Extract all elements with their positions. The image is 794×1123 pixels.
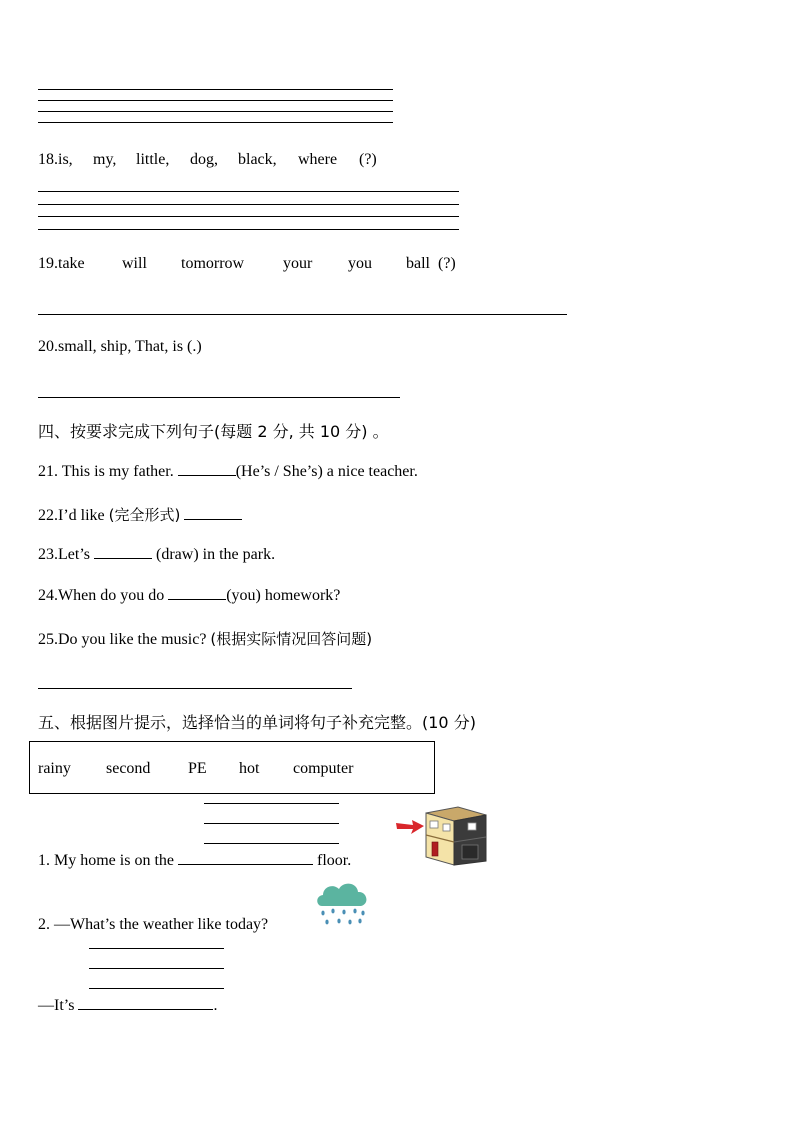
q18-word: dog, (190, 151, 218, 168)
question-20 (38, 338, 202, 356)
q23-text-after: (draw) in the park. (156, 546, 276, 563)
q19-word: ball (406, 255, 430, 272)
answer-line[interactable] (38, 216, 459, 217)
rain-cloud-icon (314, 880, 370, 930)
q23-number: 23. (38, 546, 58, 563)
q19-word: you (348, 255, 372, 272)
answer-line[interactable] (89, 968, 224, 969)
question-23 (38, 546, 275, 564)
answer-line[interactable] (38, 688, 352, 689)
question-22 (38, 504, 242, 525)
item1-answer-blank[interactable] (178, 864, 313, 865)
q18-word: (?) (359, 151, 377, 168)
q24-number: 24. (38, 587, 58, 604)
answer-line[interactable] (38, 314, 567, 315)
item1-text-before: 1. My home is on the (38, 852, 174, 869)
q21-number: 21 (38, 463, 54, 480)
q22-number: 22. (38, 507, 58, 524)
q23-text-before: Let’s (58, 546, 90, 563)
q24-text-before: When do you do (58, 587, 165, 604)
question-18 (38, 151, 73, 169)
q18-number: 18. (38, 151, 58, 168)
q19-word: tomorrow (181, 255, 245, 272)
question-24 (38, 587, 340, 605)
q25-text-before: Do you like the music? (58, 631, 207, 648)
item2-answer-before: —It’s (38, 997, 75, 1014)
q21-answer-blank[interactable] (178, 475, 236, 476)
word-bank-item: hot (239, 760, 260, 777)
section5-item-2-question: 2. —What’s the weather like today? (38, 916, 269, 933)
word-bank-item: computer (293, 760, 354, 777)
q19-number: 19. (38, 255, 58, 272)
q18-word: little, (136, 151, 170, 168)
section5-item-1 (38, 852, 351, 870)
q24-answer-blank[interactable] (168, 599, 226, 600)
answer-line[interactable] (89, 948, 224, 949)
q25-note: (根据实际情况回答问题) (210, 630, 373, 648)
q18-word: my, (93, 151, 117, 168)
answer-line[interactable] (38, 111, 393, 112)
house-icon (424, 805, 488, 867)
section5-item-2-answer (38, 997, 217, 1015)
answer-line[interactable] (38, 204, 459, 205)
q24-text-after: (you) homework? (226, 587, 341, 604)
q21-text-before: . This is my father. (54, 463, 174, 480)
q20-text: small, ship, That, is (.) (58, 338, 202, 355)
item2-answer-blank[interactable] (78, 1009, 213, 1010)
section-5-title: 五、根据图片提示，选择恰当的单词将句子补充完整。(10 分) (38, 713, 476, 732)
q18-word: is, (58, 151, 73, 168)
answer-line[interactable] (38, 89, 393, 90)
item1-text-after: floor. (317, 852, 352, 869)
q23-answer-blank[interactable] (94, 558, 152, 559)
answer-line[interactable] (204, 823, 339, 824)
section-4-title: 四、按要求完成下列句子(每题 2 分, 共 10 分) 。 (38, 422, 389, 441)
q21-text-after: (He’s / She’s) a nice teacher. (235, 463, 418, 480)
q22-note: (完全形式) (108, 506, 181, 524)
question-19 (38, 255, 85, 273)
answer-line[interactable] (89, 988, 224, 989)
q18-word: black, (238, 151, 277, 168)
answer-line[interactable] (204, 843, 339, 844)
answer-line[interactable] (38, 122, 393, 123)
q25-number: 25. (38, 631, 58, 648)
red-arrow-icon (395, 818, 425, 836)
answer-line[interactable] (38, 229, 459, 230)
item2-answer-after: . (213, 997, 218, 1014)
word-bank-item: second (106, 760, 151, 777)
answer-line[interactable] (38, 100, 393, 101)
q19-word: take (58, 255, 85, 272)
q18-word: where (298, 151, 338, 168)
word-bank-item: PE (188, 760, 207, 777)
q19-word: will (122, 255, 147, 272)
q19-word: (?) (438, 255, 456, 272)
word-bank-box (29, 741, 435, 794)
answer-line[interactable] (204, 803, 339, 804)
q20-number: 20. (38, 338, 58, 355)
question-21 (38, 463, 418, 481)
q19-word: your (283, 255, 313, 272)
answer-line[interactable] (38, 191, 459, 192)
answer-line[interactable] (38, 397, 400, 398)
word-bank-item: rainy (38, 760, 71, 777)
q22-answer-blank[interactable] (184, 519, 242, 520)
question-25 (38, 628, 372, 649)
q22-text-before: I’d like (58, 507, 105, 524)
